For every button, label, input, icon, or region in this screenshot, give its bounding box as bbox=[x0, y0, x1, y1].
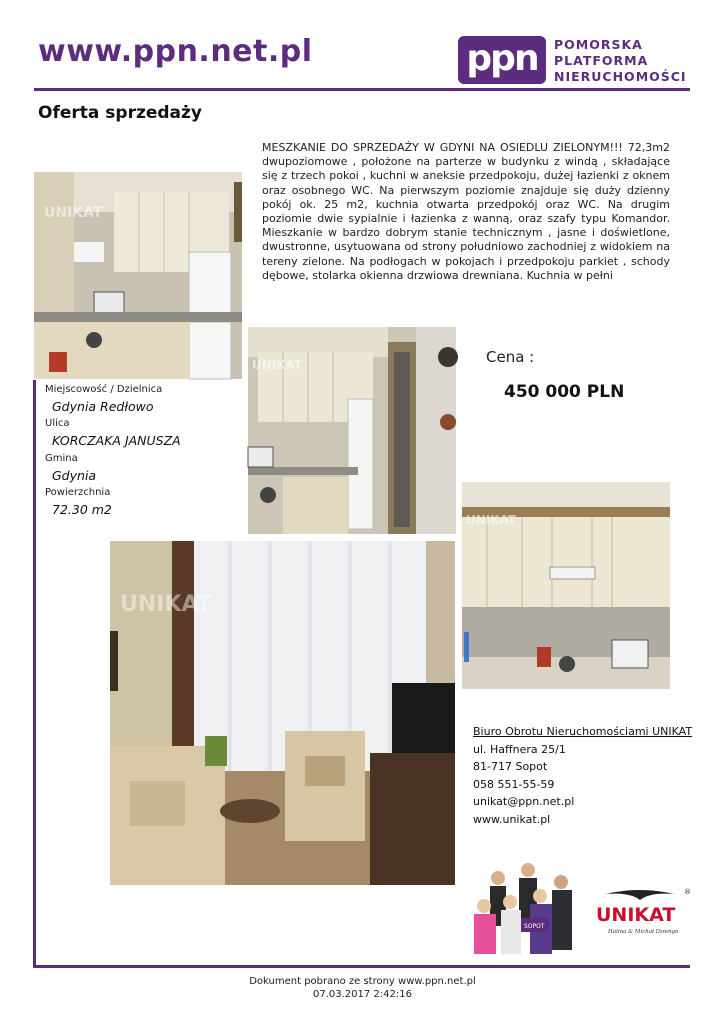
svg-text:®: ® bbox=[684, 888, 691, 896]
property-label-location: Miejscowość / Dzielnica bbox=[45, 384, 163, 395]
header-divider bbox=[34, 88, 690, 91]
property-value-location: Gdynia Redłowo bbox=[52, 399, 154, 414]
agency-team-photo bbox=[466, 860, 578, 960]
watermark: UNIKAT bbox=[44, 205, 103, 221]
logo-line-3: NIERUCHOMOŚCI bbox=[554, 69, 687, 84]
footer-timestamp: 07.03.2017 2:42:16 bbox=[313, 989, 412, 1000]
agency-city: 81-717 Sopot bbox=[473, 760, 548, 773]
unikat-logo bbox=[590, 886, 690, 938]
price-value: 450 000 PLN bbox=[504, 382, 625, 402]
agency-website[interactable]: www.unikat.pl bbox=[473, 812, 551, 826]
ppn-logo: ppn bbox=[458, 36, 546, 84]
photo-kitchen-3[interactable] bbox=[462, 482, 670, 689]
eagle-icon bbox=[606, 890, 674, 900]
offer-description: MESZKANIE DO SPRZEDAŻY W GDYNI NA OSIEDLU ZIELONYM!!! 72,3m2 dwupoziomowe , położone na parterze w budynku z windą , składające się z trzech pokoi , kuchni w aneksie przedpokoju, dużej łazienki z oknem oraz osobnego WC. Na pierwszym poziomie znajduje się duży dzienny pokój ok. 25 m2, kuchnia otwarta przedpokój oraz WC. Na drugim poziomie dwie sypialnie i łazienka z wanną, oraz szafy typu Komandor. Mieszkanie w bardzo dobrym stanie technicznym , jasne i doświetlone, dwustronne, usytuowana od strony południowo zachodniej z widokiem na tereny zielone. Na podłogach w pokojach i przedpokoju parkiet , schody dębowe, stolarka okienna drzwiowa drewniana. Kuchnia w pełni bbox=[262, 141, 670, 282]
site-url: www.ppn.net.pl bbox=[38, 34, 313, 69]
agency-name-link[interactable]: Biuro Obrotu Nieruchomościami UNIKAT bbox=[473, 725, 693, 738]
agency-phone: 058 551-55-59 bbox=[473, 777, 555, 791]
logo-line-2: PLATFORMA bbox=[554, 53, 649, 68]
ppn-logo-text bbox=[554, 37, 687, 85]
watermark: UNIKAT bbox=[120, 592, 212, 617]
watermark: UNIKAT bbox=[252, 358, 303, 372]
property-label-area: Powierzchnia bbox=[45, 487, 111, 498]
photo-living-room[interactable] bbox=[110, 541, 455, 885]
price-label: Cena : bbox=[486, 348, 535, 366]
watermark: UNIKAT bbox=[466, 513, 517, 527]
footer-source: Dokument pobrano ze strony www.ppn.net.pl bbox=[249, 976, 476, 987]
property-value-area: 72.30 m2 bbox=[52, 502, 112, 517]
photo-kitchen-1[interactable] bbox=[34, 172, 242, 379]
property-label-street: Ulica bbox=[45, 418, 70, 429]
property-value-municipality: Gdynia bbox=[52, 468, 97, 483]
sopot-sign: SOPOT bbox=[524, 923, 545, 930]
property-value-street: KORCZAKA JANUSZA bbox=[52, 433, 181, 448]
footer-divider bbox=[33, 965, 690, 968]
agency-email[interactable]: unikat@ppn.net.pl bbox=[473, 795, 575, 808]
offer-title: Oferta sprzedaży bbox=[38, 103, 202, 123]
photo-kitchen-2[interactable] bbox=[248, 327, 456, 534]
agency-street: ul. Haffnera 25/1 bbox=[473, 742, 566, 756]
agency-contact bbox=[473, 723, 692, 828]
property-label-municipality: Gmina bbox=[45, 453, 78, 464]
left-accent-rule bbox=[33, 380, 36, 968]
unikat-logo-subtext: Halina & Michał Dziengo bbox=[608, 929, 679, 935]
unikat-logo-text: UNIKAT bbox=[596, 904, 676, 926]
logo-line-1: POMORSKA bbox=[554, 37, 643, 52]
